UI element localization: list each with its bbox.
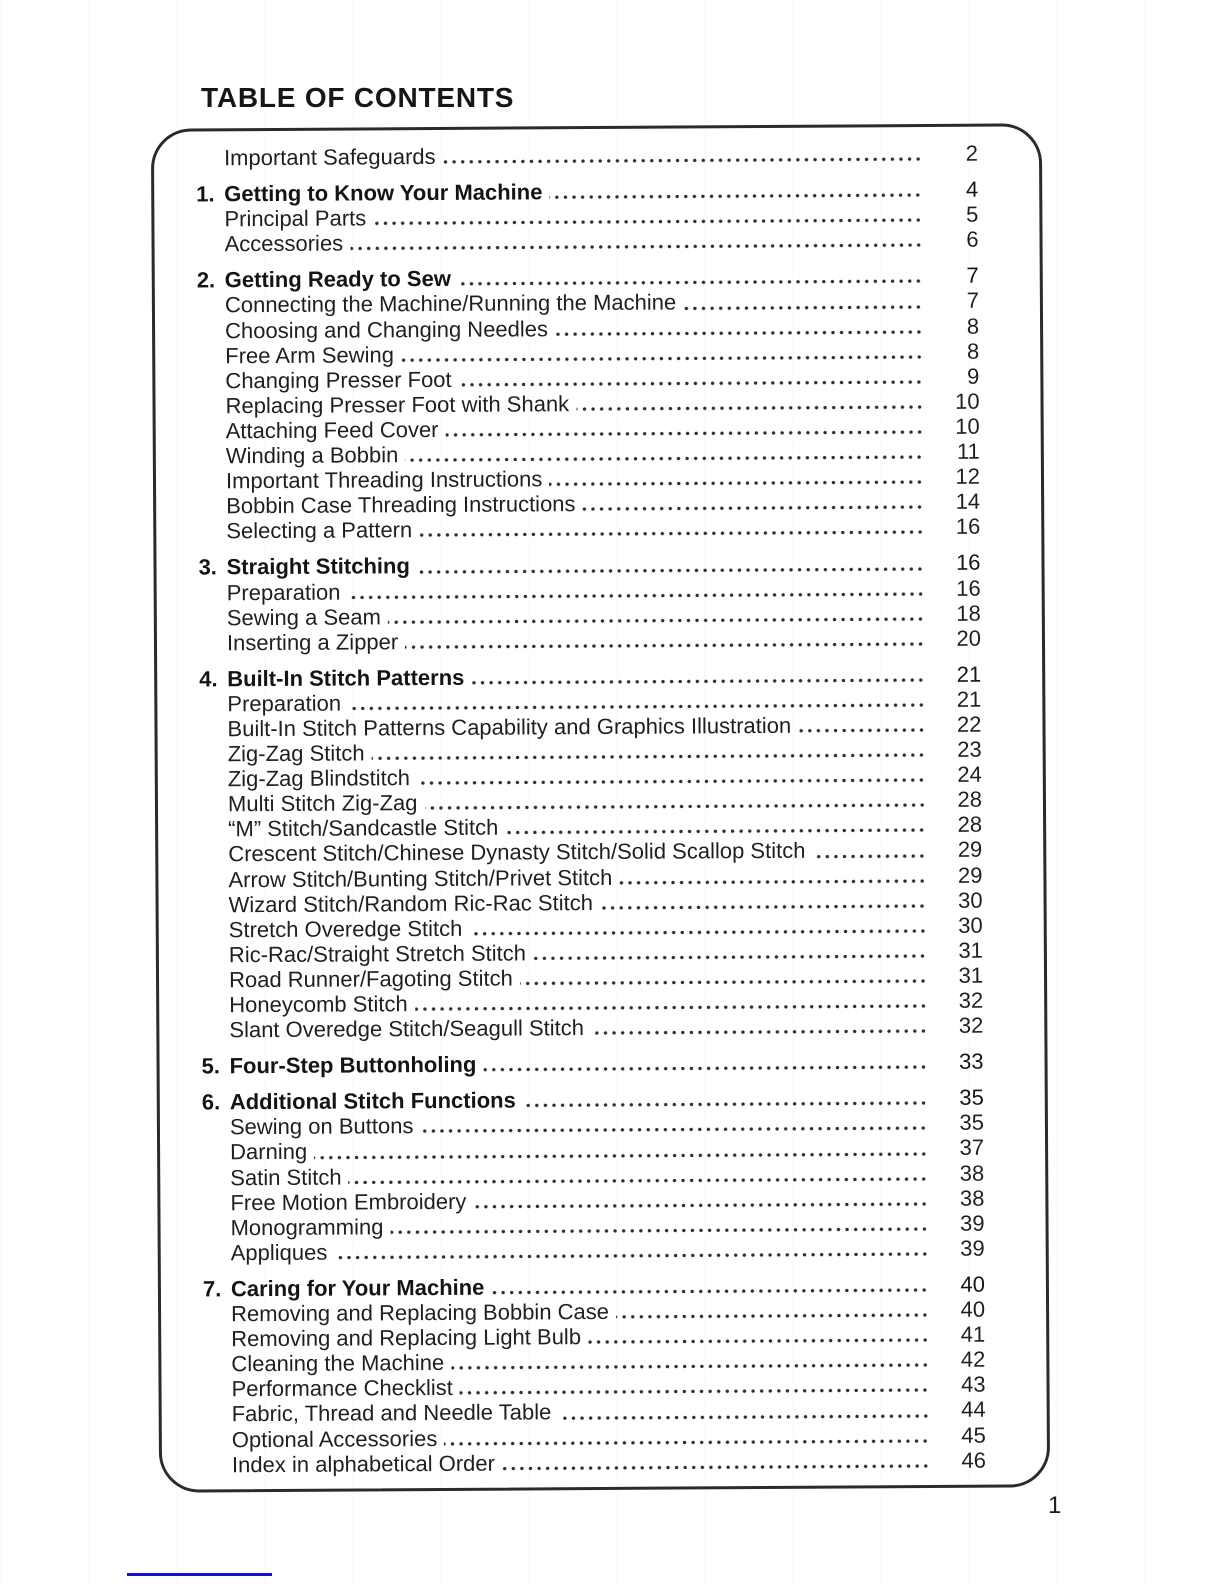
dotted-leader	[405, 641, 925, 650]
toc-entry-page: 32	[958, 987, 984, 1013]
toc-entry-number: 2.	[196, 267, 216, 293]
toc-entry-label: Built-In Stitch Patterns	[227, 664, 465, 692]
toc-entry-page: 35	[959, 1084, 984, 1111]
toc-entry-label: Four-Step Buttonholing	[229, 1051, 477, 1079]
toc-entry-label: Inserting a Zipper	[226, 628, 399, 655]
toc-entry-page: 44	[961, 1397, 986, 1423]
toc-entry-page: 18	[956, 600, 981, 626]
toc-entry-page: 21	[956, 686, 982, 712]
toc-entry-label: Index in alphabetical Order	[231, 1450, 496, 1477]
toc-entry-label: “M” Stitch/Sandcastle Stitch	[228, 814, 499, 842]
toc-entry-number: 5.	[201, 1053, 221, 1079]
toc-entry-page: 10	[955, 413, 980, 439]
toc-entry-label: Sewing a Seam	[226, 603, 381, 630]
dotted-leader	[588, 1337, 929, 1345]
toc-entry-page: 23	[957, 736, 982, 762]
dotted-leader	[401, 354, 923, 363]
toc-entry	[201, 1049, 983, 1079]
dotted-leader	[405, 454, 924, 463]
toc-entry-label: Stretch Overedge Stitch	[228, 915, 463, 942]
toc-list	[196, 141, 986, 1477]
dotted-leader	[812, 853, 926, 860]
dotted-leader	[314, 1151, 928, 1161]
toc-entry-label: Fabric, Thread and Needle Table	[231, 1399, 552, 1427]
dotted-leader	[334, 1251, 928, 1261]
toc-entry-label: Attaching Feed Cover	[225, 416, 439, 444]
toc-entry-label: Performance Checklist	[231, 1375, 453, 1402]
toc-entry-label: Principal Parts	[224, 205, 367, 232]
dotted-leader	[419, 529, 924, 538]
toc-entry-label: Ric-Rac/Straight Stretch Stitch	[228, 940, 527, 968]
dotted-leader	[520, 978, 927, 986]
toc-entry-label: Removing and Replacing Bobbin Case	[231, 1298, 610, 1327]
dotted-leader	[483, 1064, 927, 1073]
toc-entry-label: Optional Accessories	[231, 1425, 438, 1452]
page-title: TABLE OF CONTENTS	[201, 82, 515, 113]
toc-entry-label: Slant Overedge Stitch/Seagull Stitch	[229, 1015, 585, 1043]
dotted-leader	[549, 192, 922, 200]
toc-entry-page: 28	[957, 812, 983, 838]
toc-entry-page: 39	[959, 1210, 985, 1236]
dotted-leader	[583, 504, 925, 512]
toc-entry-label: Free Motion Embroidery	[230, 1188, 467, 1215]
dotted-leader	[372, 752, 926, 761]
toc-entry-label: Cleaning the Machine	[231, 1350, 445, 1377]
toc-entry-label: Preparation	[226, 579, 341, 605]
toc-entry-label: Winding a Bobbin	[225, 442, 399, 469]
toc-entry-page: 8	[966, 338, 980, 364]
toc-entry-label: Wizard Stitch/Random Ric-Rac Stitch	[228, 889, 593, 917]
toc-entry-label: Straight Stitching	[226, 553, 410, 580]
dotted-leader	[420, 1125, 928, 1134]
toc-entry-page: 38	[959, 1160, 985, 1186]
dotted-leader	[443, 156, 922, 165]
toc-entry-page: 30	[958, 912, 983, 938]
toc-entry-label: Selecting a Pattern	[226, 517, 413, 544]
toc-entry	[203, 1236, 985, 1266]
dotted-leader	[523, 1100, 928, 1108]
toc-entry-label: Removing and Replacing Light Bulb	[231, 1324, 582, 1352]
toc-entry-page: 33	[958, 1048, 984, 1075]
toc-entry	[196, 141, 978, 171]
dotted-leader	[473, 1201, 928, 1210]
toc-entry-label: Satin Stitch	[230, 1164, 342, 1190]
toc-entry-label: Arrow Stitch/Bunting Stitch/Privet Stitch	[228, 864, 613, 892]
toc-entry-label: Zig-Zag Stitch	[227, 740, 365, 767]
dotted-leader	[424, 802, 926, 811]
toc-entry-page: 32	[958, 1012, 984, 1038]
dotted-leader	[533, 953, 927, 961]
dotted-leader	[549, 479, 924, 487]
toc-entry-number: 1.	[196, 181, 215, 207]
toc-entry-label: Changing Presser Foot	[225, 366, 452, 394]
toc-entry-label: Getting Ready to Sew	[224, 266, 451, 293]
toc-entry-page: 42	[960, 1346, 986, 1373]
toc-entry-page: 7	[966, 263, 979, 289]
toc-entry-label: Multi Stitch Zig-Zag	[227, 790, 418, 817]
toc-entry-page: 29	[957, 837, 983, 863]
toc-entry-label: Darning	[230, 1139, 308, 1165]
dotted-leader	[469, 928, 926, 937]
dotted-leader	[471, 677, 925, 686]
toc-entry-page: 31	[958, 962, 984, 988]
dotted-leader	[619, 878, 926, 886]
dotted-leader	[505, 827, 926, 836]
dotted-leader	[350, 242, 922, 251]
toc-entry-number: 4.	[199, 666, 218, 692]
folio-page-number: 1	[1048, 1492, 1062, 1519]
toc-entry-label: Crescent Stitch/Chinese Dynasty Stitch/Solid Scallop Stitch	[228, 838, 806, 867]
dotted-leader	[798, 727, 925, 734]
toc-entry-page: 28	[957, 786, 983, 813]
toc-entry-page: 24	[957, 761, 982, 787]
toc-entry-page: 12	[955, 463, 981, 489]
toc-entry-page: 38	[959, 1185, 985, 1211]
toc-entry-number: 3.	[198, 554, 217, 580]
dotted-leader	[459, 379, 924, 388]
toc-entry-label: Appliques	[230, 1239, 328, 1266]
toc-entry-page: 45	[961, 1422, 986, 1448]
dotted-leader	[491, 1287, 929, 1296]
toc-entry-label: Replacing Presser Foot with Shank	[225, 391, 570, 419]
toc-entry-label: Caring for Your Machine	[230, 1274, 485, 1302]
toc-entry-label: Preparation	[227, 690, 342, 717]
toc-entry-page: 22	[956, 711, 982, 737]
toc-entry	[196, 227, 978, 257]
toc-entry-label: Sewing on Buttons	[229, 1113, 414, 1140]
toc-entry-page: 8	[966, 313, 980, 339]
toc-entry-page: 31	[958, 937, 983, 963]
toc-entry-label: Additional Stitch Functions	[229, 1087, 516, 1115]
toc-entry-page: 20	[956, 625, 982, 651]
toc-entry-page: 11	[956, 438, 980, 464]
dotted-leader	[417, 566, 925, 575]
dotted-leader	[388, 616, 925, 625]
toc-entry-label: Road Runner/Fagoting Stitch	[228, 965, 513, 993]
toc-entry-label: Accessories	[224, 230, 344, 257]
dotted-leader	[415, 1003, 927, 1012]
toc-entry-label: Getting to Know Your Machine	[224, 179, 543, 207]
toc-entry-number: 7.	[202, 1276, 222, 1302]
toc-entry-label: Choosing and Changing Needles	[224, 315, 549, 343]
dotted-leader	[348, 702, 925, 712]
toc-entry-page: 6	[966, 226, 979, 253]
toc-entry	[198, 514, 980, 544]
dotted-leader	[373, 217, 922, 226]
dotted-leader	[683, 304, 923, 311]
dotted-leader	[616, 1312, 929, 1320]
toc-entry-page: 29	[957, 862, 983, 888]
dotted-leader	[600, 903, 927, 911]
dotted-leader	[460, 1387, 930, 1396]
dotted-leader	[502, 1463, 930, 1472]
toc-entry-page: 10	[954, 388, 980, 414]
toc-entry-page: 40	[960, 1296, 986, 1322]
toc-box	[151, 123, 1050, 1492]
toc-entry-label: Built-In Stitch Patterns Capability and Graphics Illustration	[227, 712, 792, 742]
toc-entry-label: Important Threading Instructions	[225, 466, 543, 494]
toc-entry-label: Important Safeguards	[223, 143, 436, 171]
toc-entry-page: 43	[960, 1371, 986, 1398]
toc-entry-page: 35	[959, 1110, 985, 1136]
dotted-leader	[458, 278, 923, 287]
dotted-leader	[576, 404, 923, 412]
toc-entry-page: 46	[961, 1447, 987, 1473]
dotted-leader	[349, 1176, 929, 1186]
toc-entry-page: 16	[955, 550, 981, 576]
dotted-leader	[347, 591, 924, 601]
toc-entry-page: 40	[960, 1271, 985, 1297]
toc-entry-page: 4	[965, 176, 979, 202]
dotted-leader	[451, 1362, 929, 1371]
toc-entry-label: Zig-Zag Blindstitch	[227, 765, 411, 792]
toc-entry-page: 39	[960, 1235, 985, 1261]
toc-entry-label: Free Arm Sewing	[225, 341, 395, 368]
dotted-leader	[444, 1438, 930, 1447]
toc-entry-page: 16	[955, 513, 981, 540]
toc-entry	[201, 1013, 983, 1043]
toc-entry	[199, 625, 981, 655]
dotted-leader	[555, 329, 923, 337]
dotted-leader	[558, 1413, 929, 1421]
toc-entry-page: 5	[966, 201, 979, 227]
toc-entry	[204, 1447, 986, 1477]
toc-entry-page: 37	[959, 1135, 985, 1161]
dotted-leader	[591, 1028, 927, 1036]
toc-entry-label: Bobbin Case Threading Instructions	[226, 491, 576, 519]
toc-entry-label: Monogramming	[230, 1214, 384, 1241]
toc-entry-label: Connecting the Machine/Running the Machine	[224, 289, 677, 318]
toc-entry-page: 30	[958, 887, 983, 913]
toc-entry-page: 21	[956, 661, 982, 687]
toc-entry-label: Honeycomb Stitch	[229, 991, 408, 1018]
dotted-leader	[417, 777, 926, 786]
dotted-leader	[445, 429, 923, 438]
toc-entry-page: 9	[967, 363, 980, 389]
toc-entry-page: 7	[966, 288, 979, 314]
dotted-leader	[390, 1226, 928, 1235]
toc-entry-page: 41	[960, 1321, 986, 1347]
toc-entry-page: 14	[955, 488, 981, 515]
blue-underline-mark	[127, 1573, 272, 1576]
toc-entry-page: 16	[956, 575, 981, 601]
toc-entry-number: 6.	[201, 1089, 221, 1115]
toc-entry-page: 2	[965, 140, 979, 166]
